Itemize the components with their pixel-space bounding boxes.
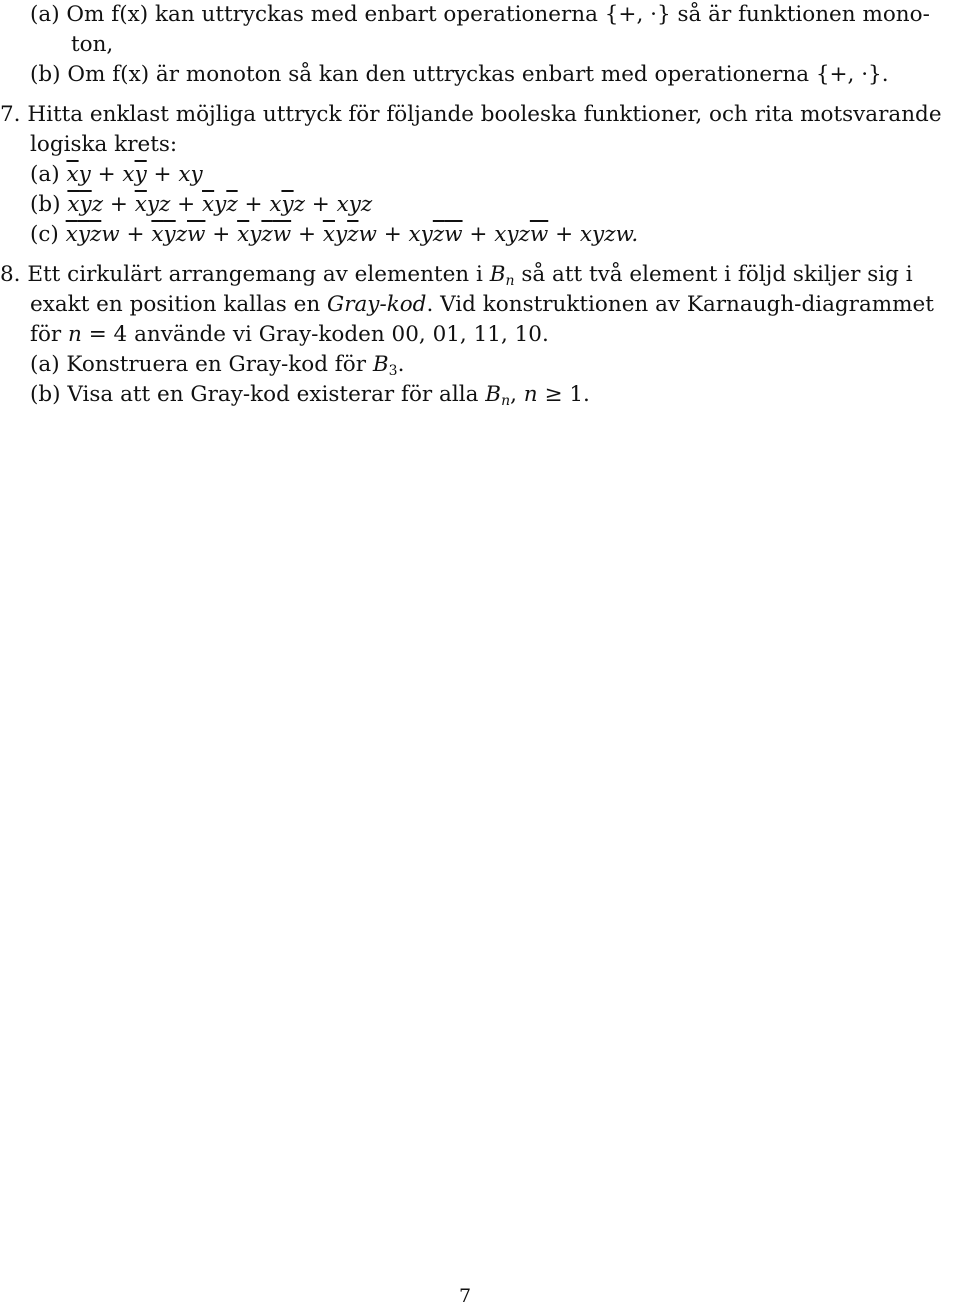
problem-8-line-2 bbox=[30, 290, 934, 320]
p8b-end: 1. bbox=[562, 382, 590, 407]
expr-b: $\overline{x}\overline{y}z + \overline{x}yz + \overline{x}y\overline{z} + x\overline{y}z$ + xyz bbox=[67, 192, 373, 217]
problem-8a: (a) Konstruera en Gray-kod för $B_3$. bbox=[30, 352, 405, 379]
label-b: (b) bbox=[30, 192, 61, 217]
problem-7-line-2: logiska krets: bbox=[30, 132, 178, 157]
p8b-text: (b) Visa att en Gray-kod existerar för alla bbox=[30, 382, 486, 407]
line-item-a: (a) Om f(x) kan uttryckas med enbart operationerna {+, ·} så är funktionen mono- bbox=[30, 2, 930, 27]
expr-c: $\overline{x}\overline{y}\overline{z}w + \overline{x}\overline{y}z\overline{w} + \overline{x}y\overline{z}\overline{w} + \overline{x}y\overline{z}w + xy\overline{z}\overline{w} + xyz\overline{w}$ + xyzw. bbox=[65, 222, 639, 247]
var-n: n bbox=[68, 322, 82, 347]
line-item-b: (b) Om f(x) är monoton så kan den uttryckas enbart med operationerna {+, ·}. bbox=[30, 62, 889, 87]
label-a: (a) bbox=[30, 162, 60, 187]
expr-a: $\overline{x}y + x\overline{y}$ + xy bbox=[66, 162, 203, 187]
problem-7a bbox=[30, 160, 203, 190]
term-gray-kod: Gray-kod bbox=[327, 292, 427, 317]
set-b-3: $B_3$ bbox=[372, 352, 398, 379]
problem-8-line-1 bbox=[0, 260, 913, 290]
p8-text-1b: så att två element i följd skiljer sig i bbox=[514, 262, 913, 287]
p8-text-2c: . Vid konstruktionen av Karnaugh-diagrammet bbox=[426, 292, 934, 317]
problem-7-line-1: 7. Hitta enklast möjliga uttryck för följande booleska funktioner, och rita motsvarande bbox=[0, 102, 942, 127]
p8-text-3a: för bbox=[30, 322, 69, 347]
line-item-a-cont: ton, bbox=[71, 32, 114, 57]
problem-8-line-3 bbox=[30, 320, 549, 350]
label-c: (c) bbox=[30, 222, 59, 247]
p8-text-3b: = 4 använde vi Gray-koden 00, 01, 11, 10. bbox=[81, 322, 549, 347]
var-n-2: n bbox=[523, 382, 538, 407]
problem-8b: (b) Visa att en Gray-kod existerar för alla $B_n$, n ≥ 1. bbox=[30, 382, 590, 409]
page-number: 7 bbox=[458, 1285, 472, 1307]
set-b-n: $B_n$ bbox=[489, 262, 515, 289]
problem-7b bbox=[30, 190, 372, 220]
p8a-text: (a) Konstruera en Gray-kod för bbox=[30, 352, 373, 377]
p8-text-1a: 8. Ett cirkulärt arrangemang av elementen i bbox=[0, 262, 490, 287]
p8-text-2a: exakt en position kallas en bbox=[30, 292, 328, 317]
problem-7c bbox=[30, 220, 638, 250]
set-b-n-2: $B_n$ bbox=[485, 382, 511, 409]
